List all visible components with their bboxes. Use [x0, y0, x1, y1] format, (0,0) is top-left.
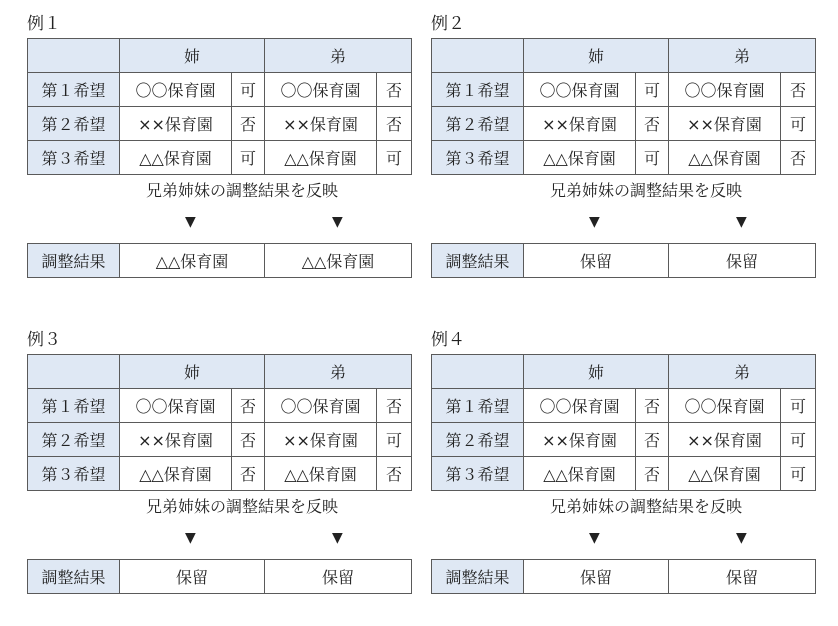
brother-result: 否 [781, 141, 816, 175]
preference-table [431, 354, 816, 491]
sister-arrow-icon: ▼ [185, 530, 196, 546]
brother-final-result: 保留 [669, 560, 816, 594]
brother-nursery: ××保育園 [265, 107, 377, 141]
preference-label: 第３希望 [432, 457, 524, 491]
brother-result: 可 [377, 423, 412, 457]
preference-label: 第１希望 [432, 73, 524, 107]
sister-result: 否 [636, 423, 669, 457]
brother-nursery: 〇〇保育園 [265, 73, 377, 107]
corner-cell [432, 39, 524, 73]
preference-label: 第３希望 [28, 141, 120, 175]
brother-nursery: △△保育園 [669, 141, 781, 175]
result-label: 調整結果 [28, 560, 120, 594]
brother-header: 弟 [265, 355, 412, 389]
adjustment-note [431, 494, 821, 517]
sister-arrow-icon: ▼ [589, 530, 600, 546]
adjustment-note-text: 兄弟姉妹の調整結果を反映 [145, 181, 338, 200]
header-row [28, 39, 412, 73]
sister-result: 可 [232, 73, 265, 107]
header-row [432, 39, 816, 73]
preference-label: 第３希望 [28, 457, 120, 491]
result-row [432, 244, 816, 278]
adjustment-note-text: 兄弟姉妹の調整結果を反映 [549, 497, 742, 516]
sister-nursery: ××保育園 [120, 107, 232, 141]
sister-result: 否 [232, 389, 265, 423]
result-row [28, 244, 412, 278]
brother-header: 弟 [265, 39, 412, 73]
brother-result: 否 [377, 389, 412, 423]
sister-nursery: 〇〇保育園 [524, 389, 636, 423]
sister-final-result: 保留 [120, 560, 265, 594]
brother-result: 否 [377, 73, 412, 107]
sister-nursery: ××保育園 [524, 423, 636, 457]
preference-label: 第２希望 [432, 107, 524, 141]
result-row [28, 560, 412, 594]
sister-result: 可 [232, 141, 265, 175]
brother-nursery: △△保育園 [265, 141, 377, 175]
brother-nursery: ××保育園 [669, 107, 781, 141]
preference-table [27, 354, 412, 491]
brother-result: 否 [377, 457, 412, 491]
sister-nursery: △△保育園 [524, 457, 636, 491]
sister-result: 否 [232, 107, 265, 141]
sister-header: 姉 [524, 355, 669, 389]
corner-cell [432, 355, 524, 389]
adjustment-note-text: 兄弟姉妹の調整結果を反映 [549, 181, 742, 200]
example-title: 例４ [431, 330, 465, 350]
brother-nursery: ××保育園 [669, 423, 781, 457]
corner-cell [28, 39, 120, 73]
preference-label: 第２希望 [432, 423, 524, 457]
preference-table [27, 38, 412, 175]
result-table [27, 243, 412, 278]
brother-nursery: 〇〇保育園 [669, 389, 781, 423]
preference-row [28, 423, 412, 457]
sister-nursery: ××保育園 [120, 423, 232, 457]
preference-row [432, 389, 816, 423]
preference-label: 第２希望 [28, 423, 120, 457]
preference-row [432, 107, 816, 141]
sister-nursery: △△保育園 [120, 141, 232, 175]
header-row [28, 355, 412, 389]
sister-result: 否 [636, 457, 669, 491]
sister-result: 否 [232, 457, 265, 491]
preference-row [28, 141, 412, 175]
sister-final-result: 保留 [524, 560, 669, 594]
sister-header: 姉 [524, 39, 669, 73]
preference-table [431, 38, 816, 175]
preference-row [432, 423, 816, 457]
sister-nursery: △△保育園 [120, 457, 232, 491]
preference-label: 第１希望 [28, 73, 120, 107]
sister-result: 否 [232, 423, 265, 457]
corner-cell [28, 355, 120, 389]
result-label: 調整結果 [432, 560, 524, 594]
preference-row [28, 389, 412, 423]
preference-row [432, 73, 816, 107]
result-label: 調整結果 [432, 244, 524, 278]
brother-result: 可 [377, 141, 412, 175]
header-row [432, 355, 816, 389]
brother-result: 可 [781, 389, 816, 423]
brother-result: 否 [377, 107, 412, 141]
preference-row [28, 73, 412, 107]
adjustment-note [27, 178, 417, 201]
brother-result: 可 [781, 423, 816, 457]
brother-arrow-icon: ▼ [332, 214, 343, 230]
adjustment-note [27, 494, 417, 517]
brother-result: 可 [781, 457, 816, 491]
sister-nursery: 〇〇保育園 [120, 73, 232, 107]
brother-final-result: △△保育園 [265, 244, 412, 278]
example-title: 例１ [27, 14, 61, 34]
sister-nursery: △△保育園 [524, 141, 636, 175]
sister-final-result: △△保育園 [120, 244, 265, 278]
sister-header: 姉 [120, 39, 265, 73]
preference-label: 第２希望 [28, 107, 120, 141]
brother-arrow-icon: ▼ [736, 530, 747, 546]
brother-final-result: 保留 [669, 244, 816, 278]
result-table [431, 559, 816, 594]
sister-arrow-icon: ▼ [589, 214, 600, 230]
preference-label: 第３希望 [432, 141, 524, 175]
example-title: 例３ [27, 330, 61, 350]
preference-label: 第１希望 [28, 389, 120, 423]
preference-row [28, 457, 412, 491]
brother-nursery: △△保育園 [669, 457, 781, 491]
preference-label: 第１希望 [432, 389, 524, 423]
adjustment-note-text: 兄弟姉妹の調整結果を反映 [145, 497, 338, 516]
result-row [432, 560, 816, 594]
sister-nursery: 〇〇保育園 [120, 389, 232, 423]
sister-arrow-icon: ▼ [185, 214, 196, 230]
brother-final-result: 保留 [265, 560, 412, 594]
example-title: 例２ [431, 14, 465, 34]
result-table [27, 559, 412, 594]
result-label: 調整結果 [28, 244, 120, 278]
brother-result: 否 [781, 73, 816, 107]
sister-result: 可 [636, 73, 669, 107]
brother-nursery: 〇〇保育園 [265, 389, 377, 423]
preference-row [432, 457, 816, 491]
sister-result: 否 [636, 107, 669, 141]
brother-nursery: ××保育園 [265, 423, 377, 457]
brother-header: 弟 [669, 39, 816, 73]
result-table [431, 243, 816, 278]
brother-result: 可 [781, 107, 816, 141]
brother-nursery: 〇〇保育園 [669, 73, 781, 107]
sister-result: 否 [636, 389, 669, 423]
sister-nursery: ××保育園 [524, 107, 636, 141]
preference-row [28, 107, 412, 141]
sister-result: 可 [636, 141, 669, 175]
brother-header: 弟 [669, 355, 816, 389]
preference-row [432, 141, 816, 175]
sister-final-result: 保留 [524, 244, 669, 278]
adjustment-note [431, 178, 821, 201]
brother-arrow-icon: ▼ [332, 530, 343, 546]
sister-nursery: 〇〇保育園 [524, 73, 636, 107]
sister-header: 姉 [120, 355, 265, 389]
brother-nursery: △△保育園 [265, 457, 377, 491]
brother-arrow-icon: ▼ [736, 214, 747, 230]
